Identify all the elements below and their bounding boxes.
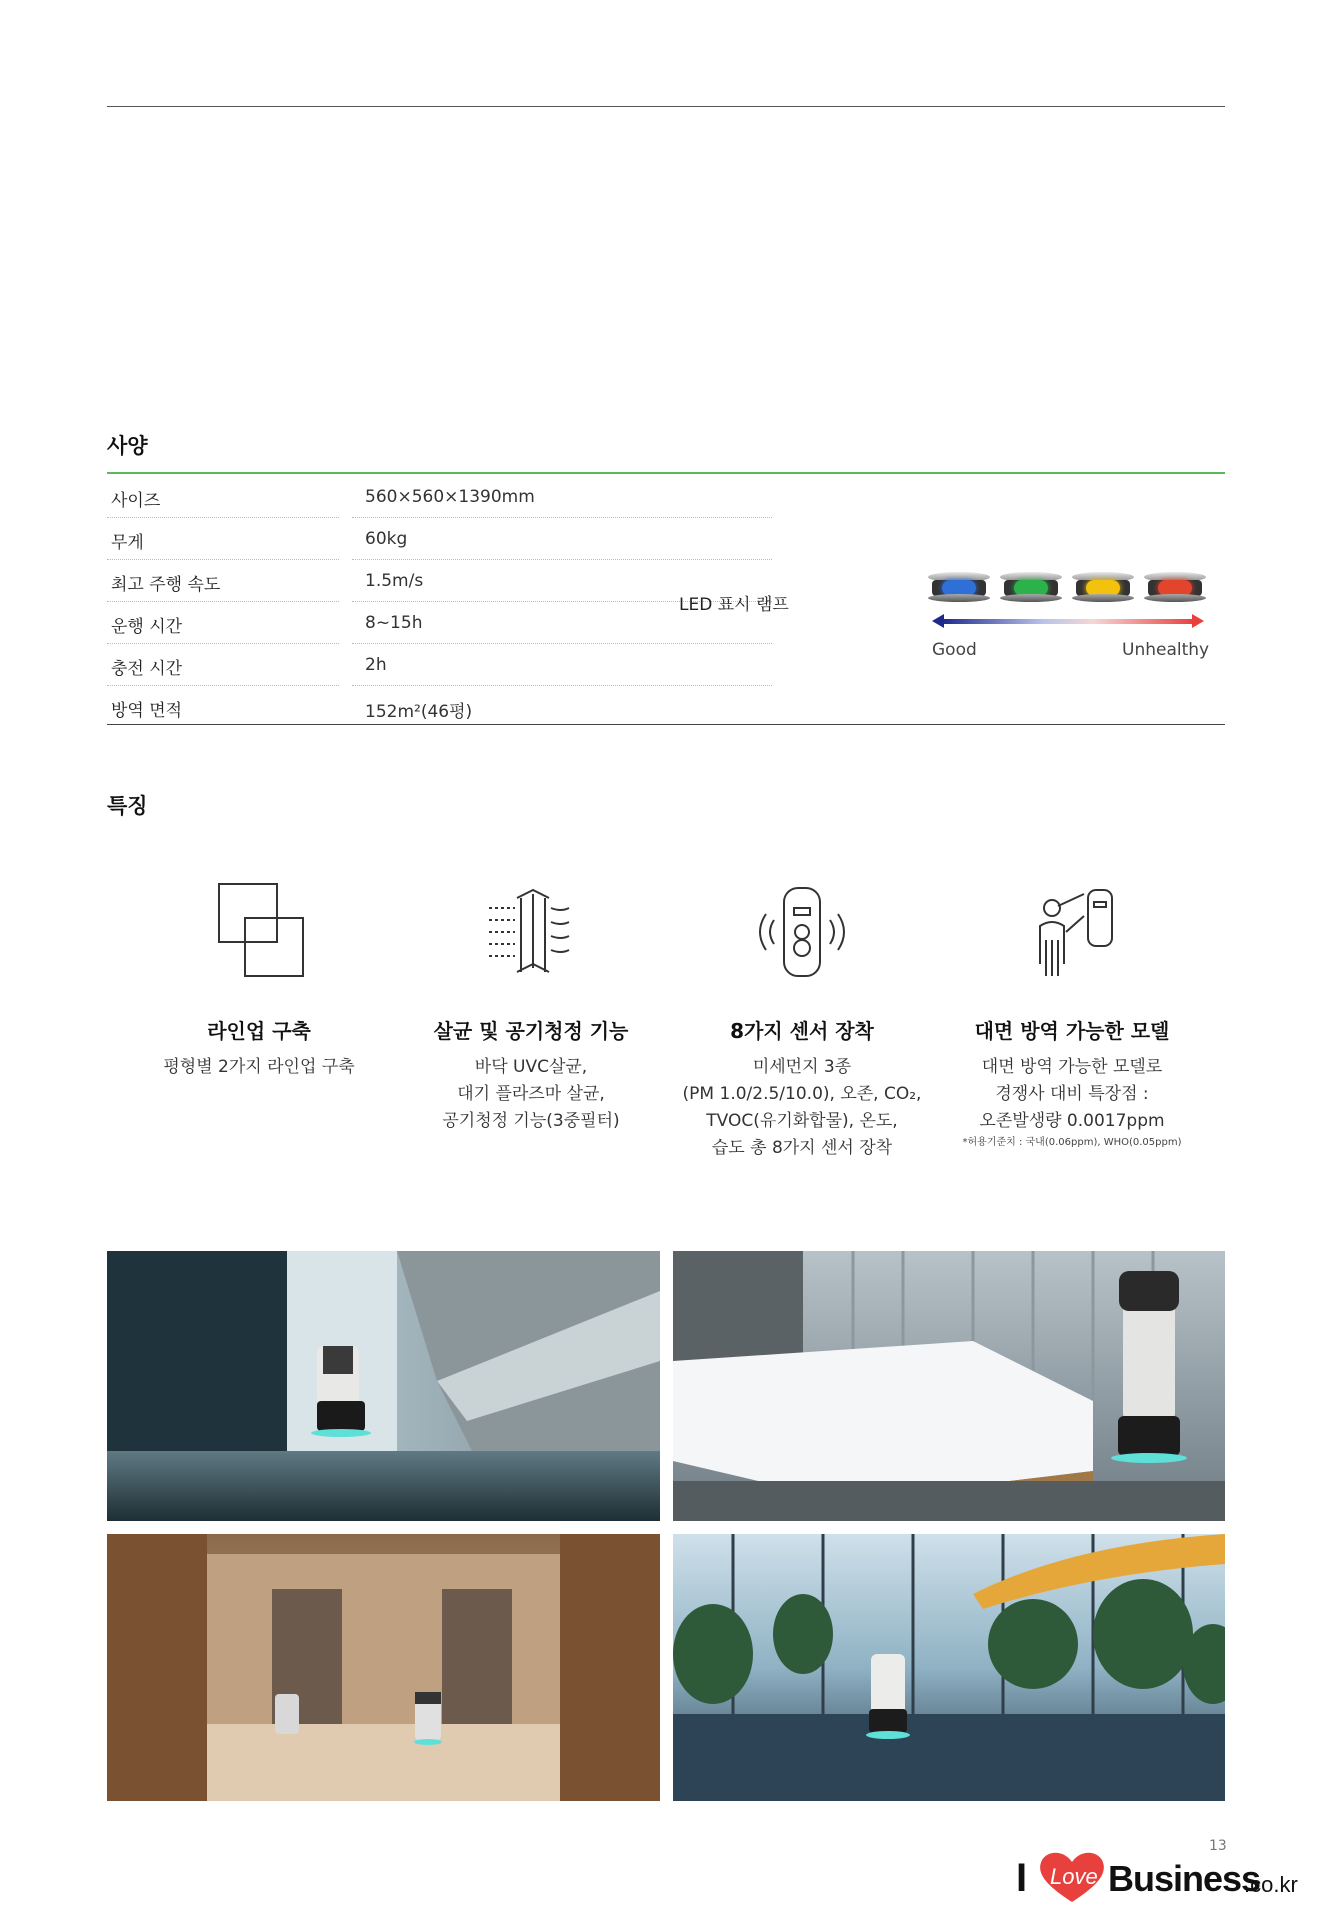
feature-title: 살균 및 공기청정 기능 — [433, 1019, 629, 1043]
person-robot-icon — [1022, 880, 1122, 985]
led-label: LED 표시 램프 — [679, 595, 789, 615]
feature-title: 라인업 구축 — [207, 1019, 311, 1043]
lamp-blue-icon — [928, 570, 990, 606]
feature-title: 8가지 센서 장착 — [730, 1019, 874, 1043]
spec-label: 충전 시간 — [111, 659, 183, 679]
feature-desc: 대면 방역 가능한 모델로 경쟁사 대비 특장점 : 오존발생량 0.0017ppm — [979, 1057, 1165, 1131]
spec-row — [107, 644, 667, 686]
feature-lineup — [124, 880, 394, 1081]
scale-good-label: Good — [932, 640, 977, 660]
spec-row — [107, 518, 667, 560]
features-title: 특징 — [107, 794, 148, 818]
spec-label: 최고 주행 속도 — [111, 575, 221, 595]
lamp-green-icon — [1000, 570, 1062, 606]
lamp-red-icon — [1144, 570, 1206, 606]
feature-face-to-face — [937, 880, 1207, 1148]
photo-elevator-hall-robots — [107, 1534, 660, 1801]
specs-bottom-rule — [107, 724, 1225, 725]
feature-footnote: *허용기준치 : 국내(0.06ppm), WHO(0.05ppm) — [962, 1137, 1182, 1148]
photo-bathroom-robot — [107, 1251, 660, 1521]
feature-title: 대면 방역 가능한 모델 — [974, 1019, 1170, 1043]
spec-row — [107, 560, 667, 602]
lamp-yellow-icon — [1072, 570, 1134, 606]
feature-desc: 평형별 2가지 라인업 구축 — [163, 1057, 355, 1077]
scale-unhealthy-label: Unhealthy — [1122, 640, 1210, 660]
air-quality-scale-arrow — [932, 616, 1204, 626]
photo-bedroom-robot — [673, 1251, 1225, 1521]
feature-desc: 미세먼지 3종 (PM 1.0/2.5/10.0), 오존, CO₂, TVOC(유기화합물), 온도, 습도 총 8가지 센서 장착 — [682, 1057, 922, 1158]
feature-sensors — [667, 880, 937, 1162]
led-lamps — [928, 570, 1208, 610]
air-filter-icon — [481, 880, 581, 985]
top-rule — [107, 106, 1225, 107]
spec-value: 152m²(46평) — [365, 702, 473, 722]
spec-row — [107, 476, 667, 518]
spec-label: 방역 면적 — [111, 701, 183, 721]
ilovebusiness-logo: I Love Business .co.kr — [1016, 1850, 1306, 1900]
spec-value: 560×560×1390mm — [365, 487, 535, 507]
spec-value: 8~15h — [365, 613, 423, 633]
spec-table — [107, 476, 667, 728]
overlapping-squares-icon — [209, 880, 309, 985]
page-number: 13 — [1209, 1838, 1227, 1854]
spec-value: 2h — [365, 655, 387, 675]
spec-label: 무게 — [111, 533, 144, 553]
feature-desc: 바닥 UVC살균, 대기 플라즈마 살균, 공기청정 기능(3중필터) — [442, 1057, 620, 1131]
spec-row — [107, 602, 667, 644]
spec-label: 사이즈 — [111, 491, 161, 511]
spec-label: 운행 시간 — [111, 617, 183, 637]
specs-green-rule — [107, 472, 1225, 474]
spec-value: 1.5m/s — [365, 571, 424, 591]
specs-title: 사양 — [107, 434, 148, 458]
feature-sterilization — [396, 880, 666, 1135]
photo-lobby-robot — [673, 1534, 1225, 1801]
sensor-device-icon — [752, 880, 852, 985]
spec-value: 60kg — [365, 529, 408, 549]
spec-row — [107, 686, 667, 728]
